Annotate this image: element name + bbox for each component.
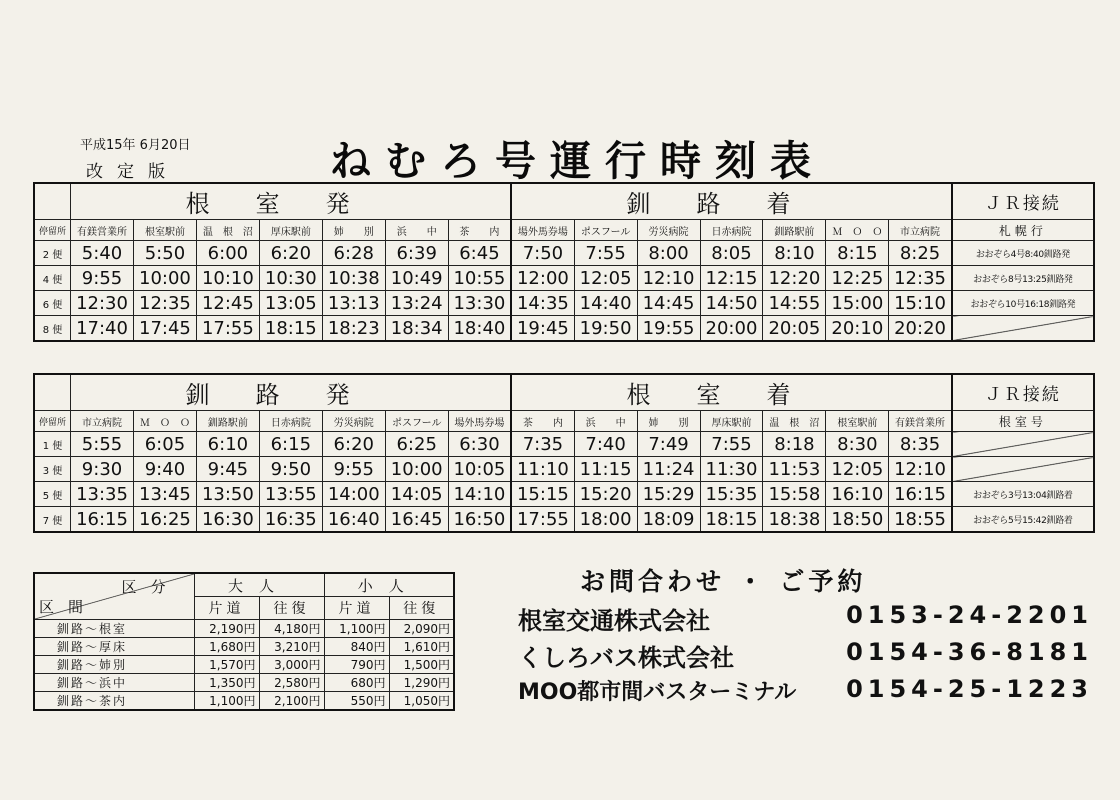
fare-value: 840円 (324, 638, 389, 656)
stop-name: 労災病院 (637, 220, 700, 241)
time-cell: 12:25 (826, 266, 889, 291)
stop-name: 日赤病院 (259, 411, 322, 432)
contact-entry (518, 638, 1093, 673)
time-cell: 8:15 (826, 241, 889, 266)
time-cell: 10:00 (385, 457, 448, 482)
timetable-kushiro-to-nemuro (33, 373, 1095, 533)
round-label: 往復 (389, 597, 454, 620)
time-cell: 15:35 (700, 482, 763, 507)
jr-connection-note: おおぞら4号8:40釧路発 (952, 241, 1094, 266)
time-cell: 9:30 (71, 457, 134, 482)
time-cell: 16:40 (322, 507, 385, 533)
time-cell: 20:20 (889, 316, 952, 342)
trip-row (34, 316, 1094, 342)
fare-value: 2,190円 (194, 620, 259, 638)
time-cell: 12:00 (511, 266, 574, 291)
category-label: 区分 (121, 578, 180, 596)
time-cell: 9:55 (71, 266, 134, 291)
stop-name: 場外馬券場 (448, 411, 511, 432)
time-cell: 14:55 (763, 291, 826, 316)
phone-number: 0154-25-1223 (846, 675, 1093, 703)
time-cell: 13:05 (259, 291, 322, 316)
contact-title: お問合わせ ・ ご予約 (580, 567, 867, 596)
fare-section: 釧路～浜中 (34, 674, 194, 692)
trip-number: 7 便 (34, 507, 71, 533)
stop-name: 厚床駅前 (259, 220, 322, 241)
stop-name: 釧路駅前 (763, 220, 826, 241)
fare-value: 1,610円 (389, 638, 454, 656)
jr-connection-label: ＪＲ接続 (952, 374, 1094, 411)
jr-destination-label: 札幌行 (952, 220, 1094, 241)
fare-row (34, 674, 454, 692)
time-cell: 14:40 (574, 291, 637, 316)
fare-value: 1,500円 (389, 656, 454, 674)
time-cell: 9:50 (259, 457, 322, 482)
jr-connection-note: おおぞら8号13:25釧路発 (952, 266, 1094, 291)
no-connection-cell (952, 316, 1094, 342)
trip-row (34, 266, 1094, 291)
time-cell: 8:35 (889, 432, 952, 457)
time-cell: 9:40 (133, 457, 196, 482)
oneway-label: 片道 (324, 597, 389, 620)
time-cell: 6:28 (322, 241, 385, 266)
contact-entry (518, 601, 1093, 636)
time-cell: 14:10 (448, 482, 511, 507)
time-cell: 13:45 (133, 482, 196, 507)
time-cell: 14:35 (511, 291, 574, 316)
jr-connection-note: おおぞら3号13:04釧路着 (952, 482, 1094, 507)
fare-value: 3,210円 (259, 638, 324, 656)
time-cell: 15:58 (763, 482, 826, 507)
time-cell: 10:55 (448, 266, 511, 291)
time-cell: 7:35 (511, 432, 574, 457)
jr-destination-label: 根室号 (952, 411, 1094, 432)
time-cell: 8:18 (763, 432, 826, 457)
time-cell: 17:45 (133, 316, 196, 342)
time-cell: 14:50 (700, 291, 763, 316)
time-cell: 12:05 (826, 457, 889, 482)
time-cell: 9:45 (196, 457, 259, 482)
time-cell: 18:40 (448, 316, 511, 342)
time-cell: 6:30 (448, 432, 511, 457)
round-label: 往復 (259, 597, 324, 620)
edition-label: 改定版 (86, 162, 179, 182)
time-cell: 14:45 (637, 291, 700, 316)
time-cell: 16:45 (385, 507, 448, 533)
no-connection-cell (952, 432, 1094, 457)
fare-section: 釧路～根室 (34, 620, 194, 638)
time-cell: 16:15 (71, 507, 134, 533)
time-cell: 10:05 (448, 457, 511, 482)
fare-row (34, 638, 454, 656)
time-cell: 12:35 (889, 266, 952, 291)
time-cell: 12:45 (196, 291, 259, 316)
time-cell: 16:35 (259, 507, 322, 533)
time-cell: 6:20 (322, 432, 385, 457)
time-cell: 6:45 (448, 241, 511, 266)
fare-value: 4,180円 (259, 620, 324, 638)
child-label: 小人 (324, 573, 454, 597)
trip-number: 4 便 (34, 266, 71, 291)
trip-number: 5 便 (34, 482, 71, 507)
time-cell: 5:55 (71, 432, 134, 457)
time-cell: 10:10 (196, 266, 259, 291)
stop-name: 姉 別 (637, 411, 700, 432)
time-cell: 6:20 (259, 241, 322, 266)
time-cell: 17:55 (196, 316, 259, 342)
stop-name: Ｍ Ｏ Ｏ (826, 220, 889, 241)
time-cell: 12:10 (889, 457, 952, 482)
fare-value: 1,290円 (389, 674, 454, 692)
revision-date: 平成15年 6月20日 (80, 138, 191, 153)
fare-value: 1,680円 (194, 638, 259, 656)
time-cell: 19:55 (637, 316, 700, 342)
stop-name: 厚床駅前 (700, 411, 763, 432)
fare-value: 3,000円 (259, 656, 324, 674)
header-corner (34, 374, 71, 411)
trip-number: 8 便 (34, 316, 71, 342)
stop-header-label: 停留所 (34, 220, 71, 241)
stop-name: 日赤病院 (700, 220, 763, 241)
time-cell: 11:53 (763, 457, 826, 482)
time-cell: 16:15 (889, 482, 952, 507)
time-cell: 12:10 (637, 266, 700, 291)
jr-connection-label: ＪＲ接続 (952, 183, 1094, 220)
time-cell: 13:35 (71, 482, 134, 507)
contact-entry (518, 675, 1093, 706)
time-cell: 6:05 (133, 432, 196, 457)
section-label: 区間 (39, 598, 98, 616)
time-cell: 18:15 (259, 316, 322, 342)
stop-name: Ｍ Ｏ Ｏ (133, 411, 196, 432)
time-cell: 18:15 (700, 507, 763, 533)
fare-header-corner (34, 573, 194, 620)
stop-name: 市立病院 (71, 411, 134, 432)
stop-name: 茶 内 (448, 220, 511, 241)
time-cell: 13:24 (385, 291, 448, 316)
jr-connection-note: おおぞら10号16:18釧路発 (952, 291, 1094, 316)
stop-name: 茶 内 (511, 411, 574, 432)
time-cell: 16:25 (133, 507, 196, 533)
time-cell: 18:23 (322, 316, 385, 342)
stop-name: 温 根 沼 (196, 220, 259, 241)
jr-connection-note: おおぞら5号15:42釧路着 (952, 507, 1094, 533)
trip-number: 2 便 (34, 241, 71, 266)
arrival-section-label: 根室着 (511, 374, 952, 411)
stop-name: ポスフール (385, 411, 448, 432)
time-cell: 13:30 (448, 291, 511, 316)
stop-name: 根室駅前 (826, 411, 889, 432)
time-cell: 8:10 (763, 241, 826, 266)
fare-section: 釧路～茶内 (34, 692, 194, 711)
time-cell: 20:00 (700, 316, 763, 342)
time-cell: 6:10 (196, 432, 259, 457)
time-cell: 7:40 (574, 432, 637, 457)
trip-number: 6 便 (34, 291, 71, 316)
trip-row (34, 507, 1094, 533)
time-cell: 10:00 (133, 266, 196, 291)
time-cell: 6:00 (196, 241, 259, 266)
time-cell: 20:05 (763, 316, 826, 342)
fare-value: 1,100円 (324, 620, 389, 638)
stop-name: 釧路駅前 (196, 411, 259, 432)
fare-value: 1,050円 (389, 692, 454, 711)
time-cell: 18:34 (385, 316, 448, 342)
stop-name: 場外馬券場 (511, 220, 574, 241)
time-cell: 6:39 (385, 241, 448, 266)
fare-value: 680円 (324, 674, 389, 692)
fare-section: 釧路～厚床 (34, 638, 194, 656)
time-cell: 20:10 (826, 316, 889, 342)
time-cell: 7:55 (700, 432, 763, 457)
time-cell: 9:55 (322, 457, 385, 482)
time-cell: 11:30 (700, 457, 763, 482)
time-cell: 17:40 (71, 316, 134, 342)
fare-value: 1,570円 (194, 656, 259, 674)
time-cell: 16:50 (448, 507, 511, 533)
time-cell: 11:24 (637, 457, 700, 482)
time-cell: 15:15 (511, 482, 574, 507)
time-cell: 14:00 (322, 482, 385, 507)
stop-header-label: 停留所 (34, 411, 71, 432)
trip-number: 3 便 (34, 457, 71, 482)
trip-row (34, 457, 1094, 482)
stop-name: 有鎂営業所 (889, 411, 952, 432)
fare-row (34, 620, 454, 638)
trip-row (34, 482, 1094, 507)
time-cell: 10:30 (259, 266, 322, 291)
fare-row (34, 656, 454, 674)
no-connection-cell (952, 457, 1094, 482)
time-cell: 18:55 (889, 507, 952, 533)
time-cell: 8:00 (637, 241, 700, 266)
company-name: MOO都市間バスターミナル (518, 680, 797, 705)
fare-section: 釧路～姉別 (34, 656, 194, 674)
time-cell: 6:15 (259, 432, 322, 457)
adult-label: 大人 (194, 573, 324, 597)
time-cell: 8:05 (700, 241, 763, 266)
stop-name: 浜 中 (385, 220, 448, 241)
phone-number: 0154-36-8181 (846, 638, 1093, 666)
fare-value: 2,580円 (259, 674, 324, 692)
trip-row (34, 241, 1094, 266)
departure-section-label: 釧路発 (71, 374, 512, 411)
time-cell: 15:10 (889, 291, 952, 316)
time-cell: 13:50 (196, 482, 259, 507)
time-cell: 17:55 (511, 507, 574, 533)
time-cell: 7:55 (574, 241, 637, 266)
time-cell: 14:05 (385, 482, 448, 507)
fare-value: 2,100円 (259, 692, 324, 711)
time-cell: 8:25 (889, 241, 952, 266)
timetable-nemuro-to-kushiro (33, 182, 1095, 342)
time-cell: 7:49 (637, 432, 700, 457)
time-cell: 10:38 (322, 266, 385, 291)
time-cell: 11:10 (511, 457, 574, 482)
stop-name: 根室駅前 (133, 220, 196, 241)
header-corner (34, 183, 71, 220)
time-cell: 8:30 (826, 432, 889, 457)
fare-row (34, 692, 454, 711)
fare-table (33, 572, 455, 711)
time-cell: 15:00 (826, 291, 889, 316)
time-cell: 18:38 (763, 507, 826, 533)
time-cell: 18:50 (826, 507, 889, 533)
time-cell: 15:20 (574, 482, 637, 507)
departure-section-label: 根室発 (71, 183, 512, 220)
time-cell: 11:15 (574, 457, 637, 482)
time-cell: 7:50 (511, 241, 574, 266)
time-cell: 5:40 (71, 241, 134, 266)
time-cell: 12:30 (71, 291, 134, 316)
stop-name: 温 根 沼 (763, 411, 826, 432)
fare-value: 1,350円 (194, 674, 259, 692)
fare-value: 2,090円 (389, 620, 454, 638)
company-name: くしろバス株式会社 (518, 644, 734, 672)
stop-name: ポスフール (574, 220, 637, 241)
time-cell: 12:35 (133, 291, 196, 316)
page-title: ねむろ号運行時刻表 (330, 137, 825, 185)
stop-name: 浜 中 (574, 411, 637, 432)
fare-value: 790円 (324, 656, 389, 674)
stop-name: 労災病院 (322, 411, 385, 432)
fare-value: 550円 (324, 692, 389, 711)
trip-row (34, 432, 1094, 457)
time-cell: 16:10 (826, 482, 889, 507)
phone-number: 0153-24-2201 (846, 601, 1093, 629)
oneway-label: 片道 (194, 597, 259, 620)
stop-name: 市立病院 (889, 220, 952, 241)
time-cell: 19:45 (511, 316, 574, 342)
trip-row (34, 291, 1094, 316)
time-cell: 13:55 (259, 482, 322, 507)
time-cell: 16:30 (196, 507, 259, 533)
time-cell: 18:00 (574, 507, 637, 533)
stop-name: 有鎂営業所 (71, 220, 134, 241)
time-cell: 18:09 (637, 507, 700, 533)
time-cell: 12:15 (700, 266, 763, 291)
time-cell: 5:50 (133, 241, 196, 266)
time-cell: 13:13 (322, 291, 385, 316)
stop-name: 姉 別 (322, 220, 385, 241)
time-cell: 6:25 (385, 432, 448, 457)
fare-value: 1,100円 (194, 692, 259, 711)
arrival-section-label: 釧路着 (511, 183, 952, 220)
time-cell: 12:05 (574, 266, 637, 291)
company-name: 根室交通株式会社 (518, 607, 710, 635)
trip-number: 1 便 (34, 432, 71, 457)
time-cell: 10:49 (385, 266, 448, 291)
time-cell: 12:20 (763, 266, 826, 291)
time-cell: 19:50 (574, 316, 637, 342)
time-cell: 15:29 (637, 482, 700, 507)
